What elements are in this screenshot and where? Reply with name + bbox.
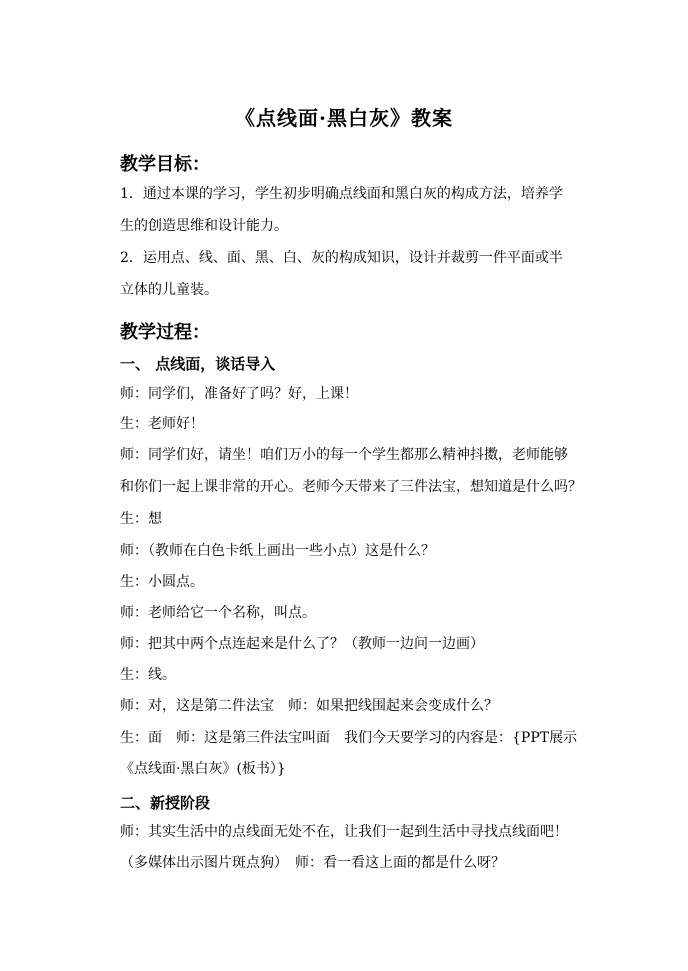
dialogue-line: 生：小圆点。 [120,574,204,590]
document-title: 《点线面·黑白灰》教案 [235,106,453,130]
dialogue-line: 师：同学们，准备好了吗？好，上课！ [120,386,358,402]
objective-line-3: 2．运用点、线、面、黑、白、灰的构成知识，设计并裁剪一件平面或半 [120,250,563,266]
dialogue-line: 师：把其中两个点连起来是什么了？（教师一边问一边画） [120,636,484,652]
dialogue-line: （多媒体出示图片斑点狗） 师：看一看这上面的都是什么呀？ [120,855,505,871]
dialogue-line: 《点线面·黑白灰》(板书）} [120,761,286,777]
dialogue-line: 师：其实生活中的点线面无处不在，让我们一起到生活中寻找点线面吧！ [120,824,568,840]
dialogue-line: 师：对，这是第二件法宝 师：如果把线围起来会变成什么？ [120,698,498,714]
objectives-heading: 教学目标： [120,154,210,175]
dialogue-line: 师：同学们好，请坐！咱们万小的每一个学生都那么精神抖擞，老师能够 [120,447,568,463]
dialogue-line: 生：面 师：这是第三件法宝叫面 我们今天要学习的内容是：{PPT展示 [120,730,578,746]
objective-line-4: 立体的儿童装。 [120,282,218,298]
dialogue-line: 和你们一起上课非常的开心。老师今天带来了三件法宝，想知道是什么吗？ [120,479,582,495]
objective-line-2: 生的创造思维和设计能力。 [120,218,288,234]
objective-line-1: 1．通过本课的学习，学生初步明确点线面和黑白灰的构成方法，培养学 [120,186,563,202]
dialogue-line: 师：（教师在白色卡纸上画出一些小点）这是什么？ [120,543,435,559]
process-heading: 教学过程： [120,322,210,343]
section-2-heading: 二、新授阶段 [120,794,211,812]
dialogue-line: 生：线。 [120,667,176,683]
dialogue-line: 师：老师给它一个名称，叫点。 [120,605,316,621]
dialogue-line: 生：老师好！ [120,416,204,432]
dialogue-line: 生：想 [120,511,162,527]
section-1-heading: 一、 点线面，谈话导入 [120,355,276,373]
